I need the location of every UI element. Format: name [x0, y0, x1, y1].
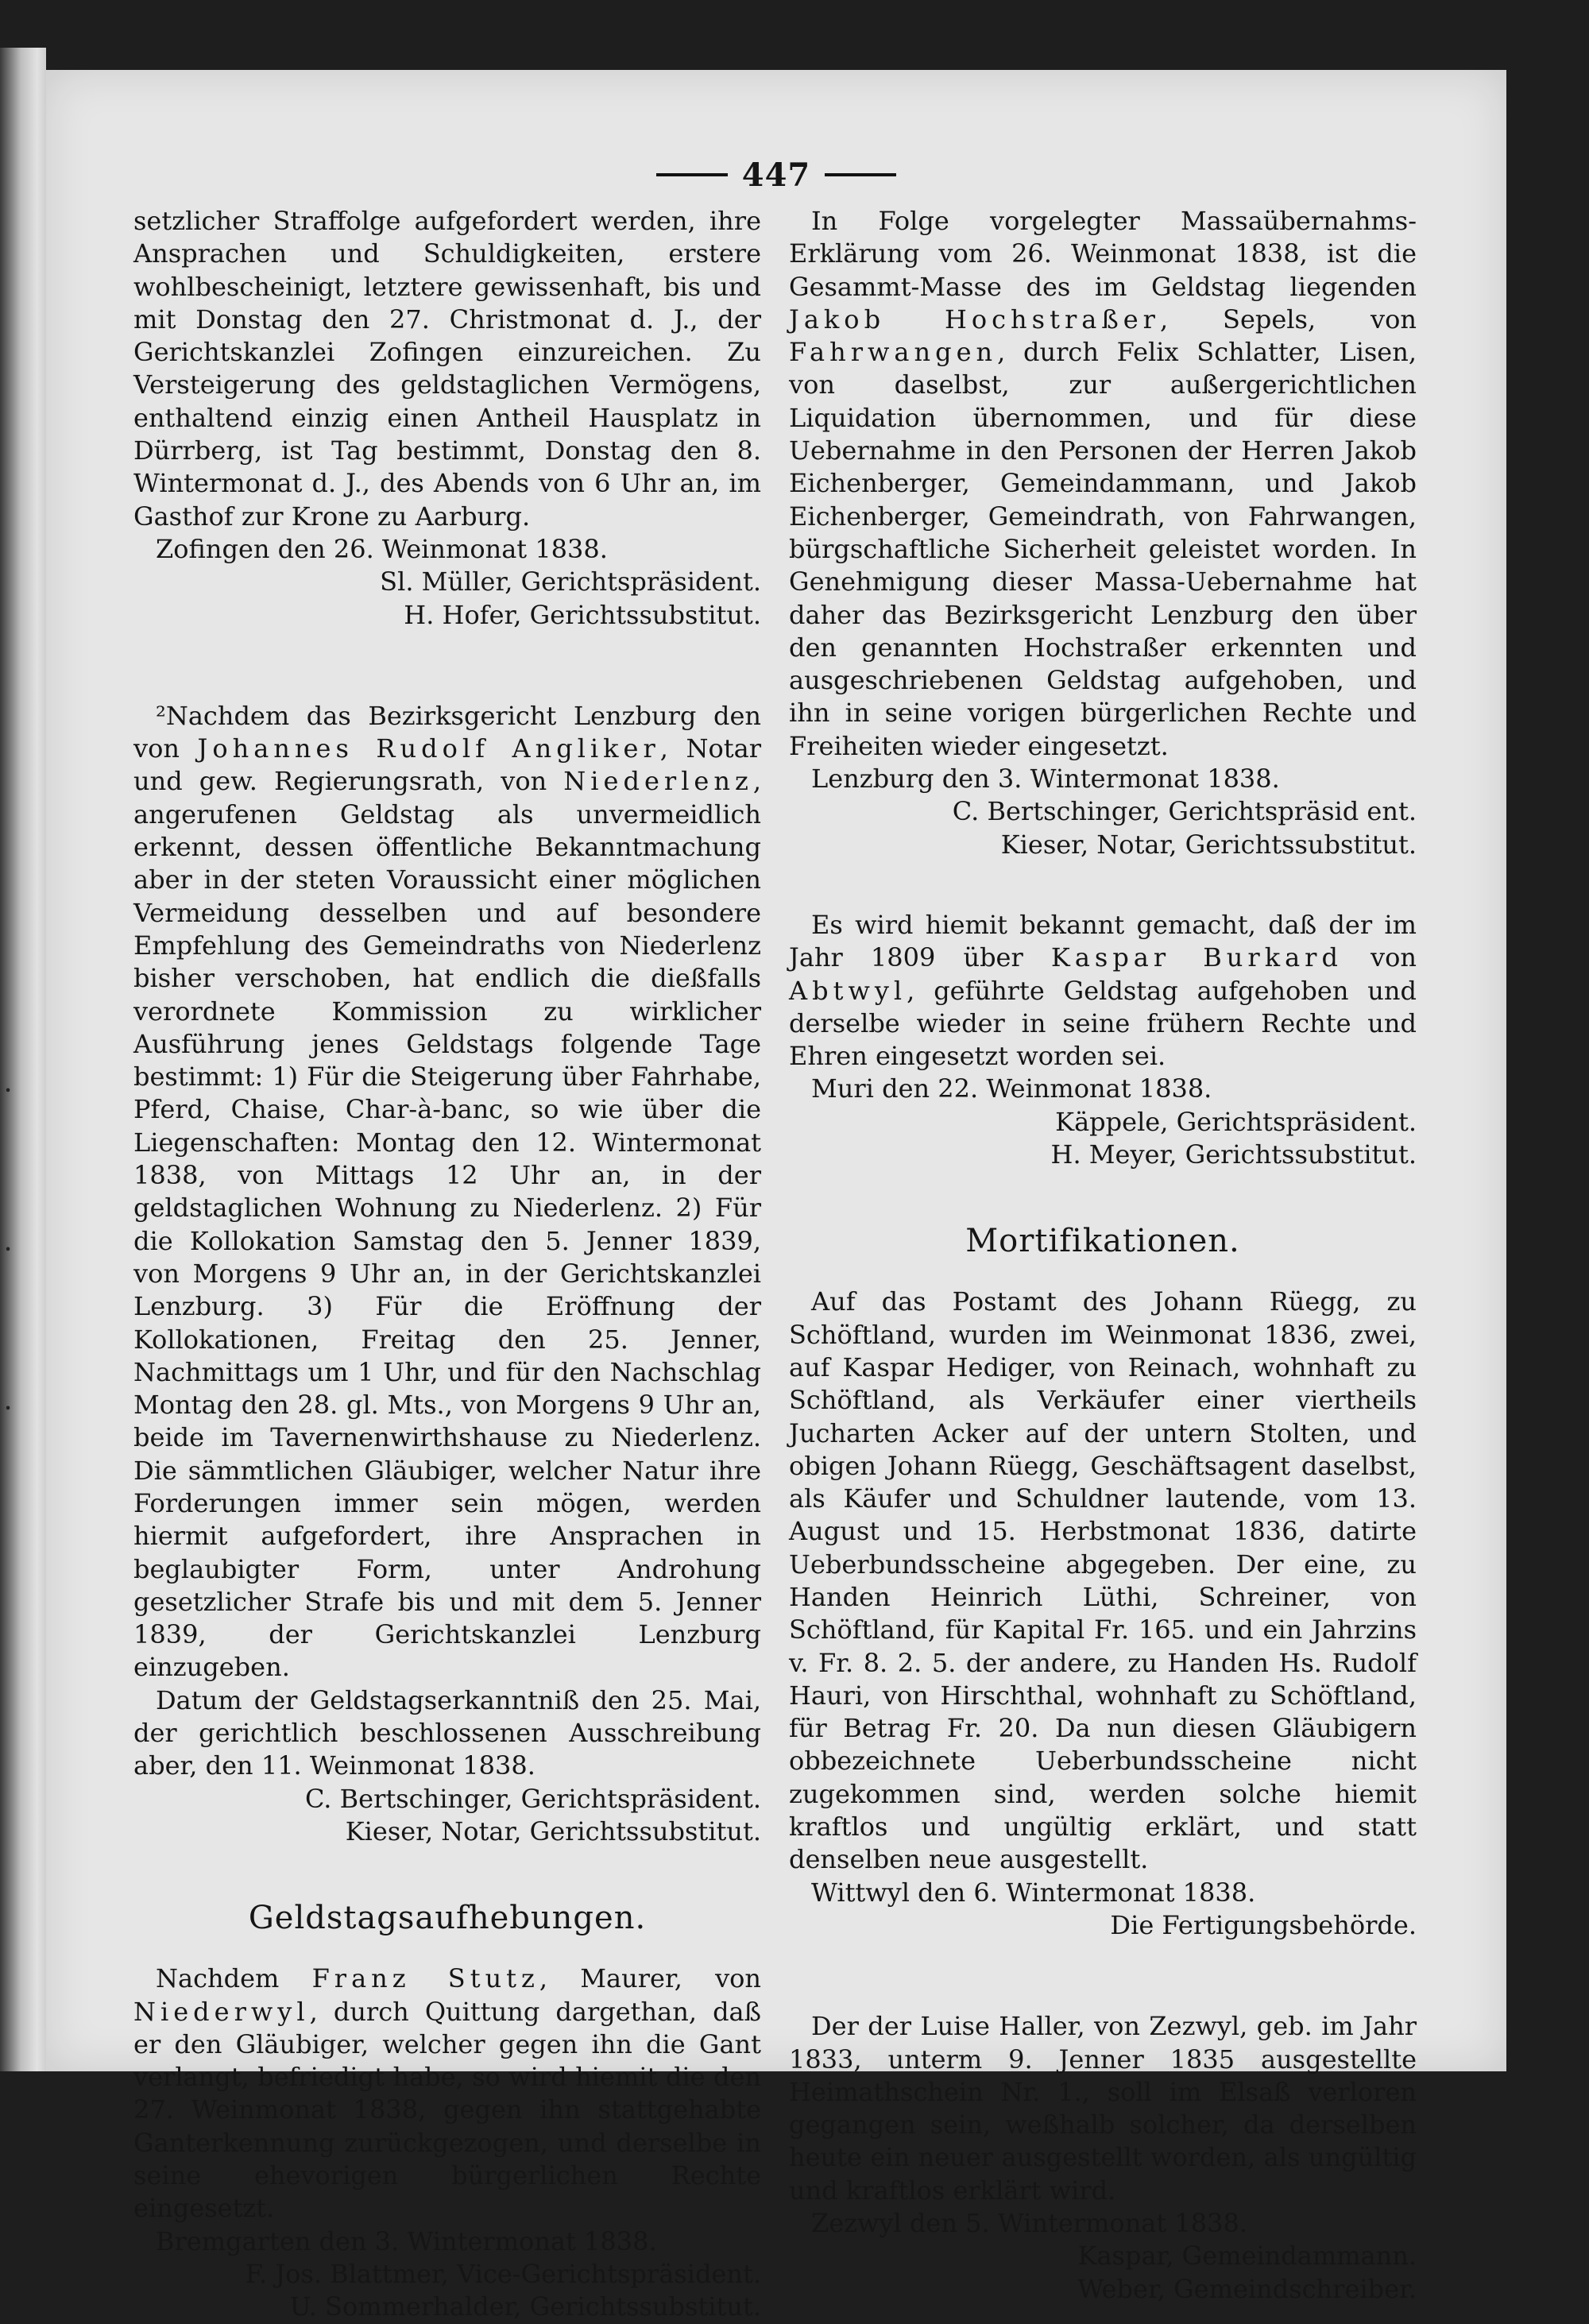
signature-substitute: Kieser, Notar, Gerichtssubstitut. — [1000, 829, 1417, 860]
text-run: Es wird hiemit bekannt gemacht, daß der im Jahr 1809 über — [789, 909, 1417, 973]
text-run: , Sepels, von — [1159, 304, 1417, 334]
text-run: ²Nachdem das Bezirksgericht Lenzburg den von — [133, 700, 761, 764]
notice-fahrwangen — [789, 205, 1417, 763]
text-run: , durch Quittung dargethan, daß er den Gläubiger, welcher gegen ihn die Gant verlangt, befriedigt habe, so wird hiemit die den 27. Weinmonat 1838, gegen ihn stattgehabte Ganterkennung zurückgezogen, und derselbe in seine ehevorigen bürgerlichen Rechte eingesetzt. — [133, 1996, 761, 2224]
text-run: In Folge vorgelegter Massaübernahms-Erklärung vom 26. Weinmonat 1838, ist die Gesammt-Masse des im Geldstag liegenden — [789, 206, 1417, 302]
signature-mayor: Kaspar, Gemeindammann. — [1077, 2241, 1417, 2272]
notice-lenzburg-geldstag — [133, 700, 761, 1684]
signature-clerk: Weber, Gemeindschreiber. — [1077, 2273, 1417, 2304]
spacer — [789, 1942, 1417, 2010]
person-name: Kaspar Burkard — [1050, 942, 1343, 973]
notice-lenzburg-datum: Datum der Geldstagserkanntniß den 25. Mai, der gerichtlich beschlossenen Ausschreibung aber, den 11. Weinmonat 1838. — [133, 1684, 761, 1781]
signature-substitute: H. Hofer, Gerichtssubstitut. — [404, 599, 761, 630]
notice-schoeftland: Auf das Postamt des Johann Rüegg, zu Schöftland, wurden im Weinmonat 1836, zwei, auf Kaspar Hediger, von Reinach, wohnhaft zu Schöftland, als Verkäufer einer viertheils Jucharten Acker auf der untern Stolten, und obigen Johann Rüegg, Geschäftsagent daselbst, als Käufer und Schuldner lautende, vom 13. August und 15. Herbstmonat 1836, datirte Ueberbundsscheine abgegeben. Der eine, zu Handen Heinrich Lüthi, Schreiner, von Schöftland, für Kapital Fr. 165. und ein Jahrzins v. Fr. 8. 2. 5. der andere, zu Handen Hs. Rudolf Hauri, von Hirschthal, wohnhaft zu Schöftland, für Betrag Fr. 20. Da nun diesen Gläubigern obbezeichnete Ueberbundsscheine nicht zugekommen sind, werden solche hiemit kraftlos und ungültig erklärt, und statt denselben neue ausgestellt. — [789, 1286, 1417, 1875]
text-run: , durch Felix Schlatter, Lisen, von daselbst, zur außergerichtlichen Liquidation übernommen, und für diese Uebernahme in den Personen der Herren Jakob Eichenberger, Gemeindammann, und Jakob Eichenberger, Gemeindrath, von Fahrwangen, bürgschaftliche Sicherheit geleistet worden. In Genehmigung dieser Massa-Uebernahme hat daher das Bezirksgericht Lenzburg den über den genannten Hochstraßer erkennten und ausgeschriebenen Geldstag aufgehoben, und ihn in seine vorigen bürgerlichen Rechte und Freiheiten wieder eingesetzt. — [789, 337, 1417, 761]
person-name: Jakob Hochstraßer — [789, 304, 1160, 334]
person-name: Johannes Rudolf Angliker — [197, 733, 660, 764]
notice-zofingen: setzlicher Straffolge aufgefordert werden, ihre Ansprachen und Schuldigkeiten, erstere wohlbescheinigt, letztere gewissenhaft, bis und mit Donstag den 27. Christmonat d. J., der Gerichtskanzlei Zofingen einzureichen. Zu Versteigerung des geldstaglichen Vermögens, enthaltend einzig einen Antheil Hausplatz in Dürrberg, ist Tag bestimmt, Donstag den 8. Wintermonat d. J., des Abends von 6 Uhr an, im Gasthof zur Krone zu Aarburg. — [133, 206, 761, 532]
notice-zofingen-date: Zofingen den 26. Weinmonat 1838. — [156, 533, 608, 564]
notice-schoeftland-date: Wittwyl den 6. Wintermonat 1838. — [811, 1877, 1256, 1908]
signature-substitute: Kieser, Notar, Gerichtssubstitut. — [345, 1816, 761, 1846]
edge-mark: ꞏ — [5, 1238, 12, 1262]
place-name: Abtwyl — [789, 975, 907, 1006]
signature-president: Sl. Müller, Gerichtspräsident. — [380, 566, 761, 597]
place-name: Niederlenz — [563, 766, 753, 797]
right-column — [789, 205, 1417, 2306]
signature-substitute: U. Sommerhalder, Gerichtssubstitut. — [289, 2291, 761, 2322]
spacer — [789, 861, 1417, 909]
signature-authority: Die Fertigungsbehörde. — [1110, 1909, 1417, 1940]
spacer — [133, 1848, 761, 1896]
signature-vice-president: F. Jos. Blattmer, Vice-Gerichtspräsident. — [245, 2258, 761, 2289]
signature-president: C. Bertschinger, Gerichtspräsid ent. — [952, 796, 1417, 827]
signature-president: Käppele, Gerichtspräsident. — [1055, 1106, 1417, 1137]
text-run: von — [1342, 942, 1417, 973]
text-run: , Maurer, von — [539, 1963, 762, 1994]
text-run: , angerufenen Geldstag als unvermeidlich erkennt, dessen öffentliche Bekanntmachung aber in der steten Voraussicht einer möglichen Vermeidung desselben und auf besondere Empfehlung des Gemeindraths von Niederlenz bisher verschoben, hat endlich die dießfalls verordnete Kommission zu wirklicher Ausführung jenes Geldstags folgende Tage bestimmt: 1) Für die Steigerung über Fahrhabe, Pferd, Chaise, Char-à-banc, so wie über die Liegenschaften: Montag den 12. Wintermonat 1838, von Mittags 12 Uhr an, in der geldstaglichen Wohnung zu Niederlenz. 2) Für die Kollokation Samstag den 5. Jenner 1839, von Morgens 9 Uhr an, in der Gerichtskanzlei Lenzburg. 3) Für die Eröffnung der Kollokationen, Freitag den 25. Jenner, Nachmittags um 1 Uhr, und für den Nachschlag Montag den 28. gl. Mts., von Morgens 9 Uhr an, beide im Tavernenwirthshause zu Niederlenz. Die sämmtlichen Gläubiger, welcher Natur ihre Forderungen immer sein mögen, werden hiermit aufgefordert, ihre Ansprachen in beglaubigter Form, unter Androhung gesetzlicher Strafe bis und mit dem 5. Jenner 1839, der Gerichtskanzlei Lenzburg einzugeben. — [133, 766, 761, 1683]
notice-zezwyl: Der der Luise Haller, von Zezwyl, geb. im Jahr 1833, unterm 9. Jenner 1835 ausgestellte Heimathschein Nr. 1., soll im Elsaß verloren gegangen sein, weßhalb solcher, da derselben heute ein neuer ausgestellt worden, als ungültig und kraftlos erklärt wird. — [789, 2011, 1417, 2206]
page-number: 447 — [741, 156, 811, 194]
notice-fahrwangen-date: Lenzburg den 3. Wintermonat 1838. — [811, 764, 1280, 795]
newspaper-page — [46, 70, 1506, 2322]
header-rule-right — [825, 173, 896, 176]
person-name: Franz Stutz — [311, 1963, 539, 1994]
signature-president: C. Bertschinger, Gerichtspräsident. — [304, 1783, 761, 1814]
spacer — [789, 1171, 1417, 1219]
spacer — [133, 632, 761, 700]
notice-abtwyl — [789, 909, 1417, 1073]
notice-abtwyl-date: Muri den 22. Weinmonat 1838. — [811, 1073, 1212, 1104]
text-run: Nachdem — [156, 1963, 312, 1994]
notice-zezwyl-date: Zezwyl den 5. Wintermonat 1838. — [811, 2208, 1248, 2239]
signature-substitute: H. Meyer, Gerichtssubstitut. — [1050, 1139, 1417, 1170]
text-run: , geführte Geldstag aufgehoben und derselbe wieder in seine frühern Rechte und Ehren eingesetzt worden sei. — [789, 975, 1417, 1072]
place-name: Niederwyl — [133, 1996, 310, 2027]
section-heading-mortifikationen: Mortifikationen. — [965, 1223, 1240, 1260]
facing-page-edge — [0, 48, 46, 2071]
edge-mark: ꞏ — [5, 1397, 12, 1421]
place-name: Fahrwangen — [789, 337, 998, 368]
left-column — [133, 205, 761, 2324]
header-rule-left — [656, 173, 728, 176]
edge-mark: ꞏ — [5, 1079, 12, 1103]
page-header — [46, 151, 1506, 199]
spacer — [789, 1263, 1417, 1286]
text-run: , Notar und gew. Regierungsrath, von — [133, 733, 761, 797]
section-heading-geldstagsaufhebungen: Geldstagsaufhebungen. — [248, 1900, 647, 1937]
notice-bremgarten-date: Bremgarten den 3. Wintermonat 1838. — [156, 2225, 657, 2256]
spacer — [133, 1940, 761, 1962]
notice-bremgarten — [133, 1962, 761, 2225]
